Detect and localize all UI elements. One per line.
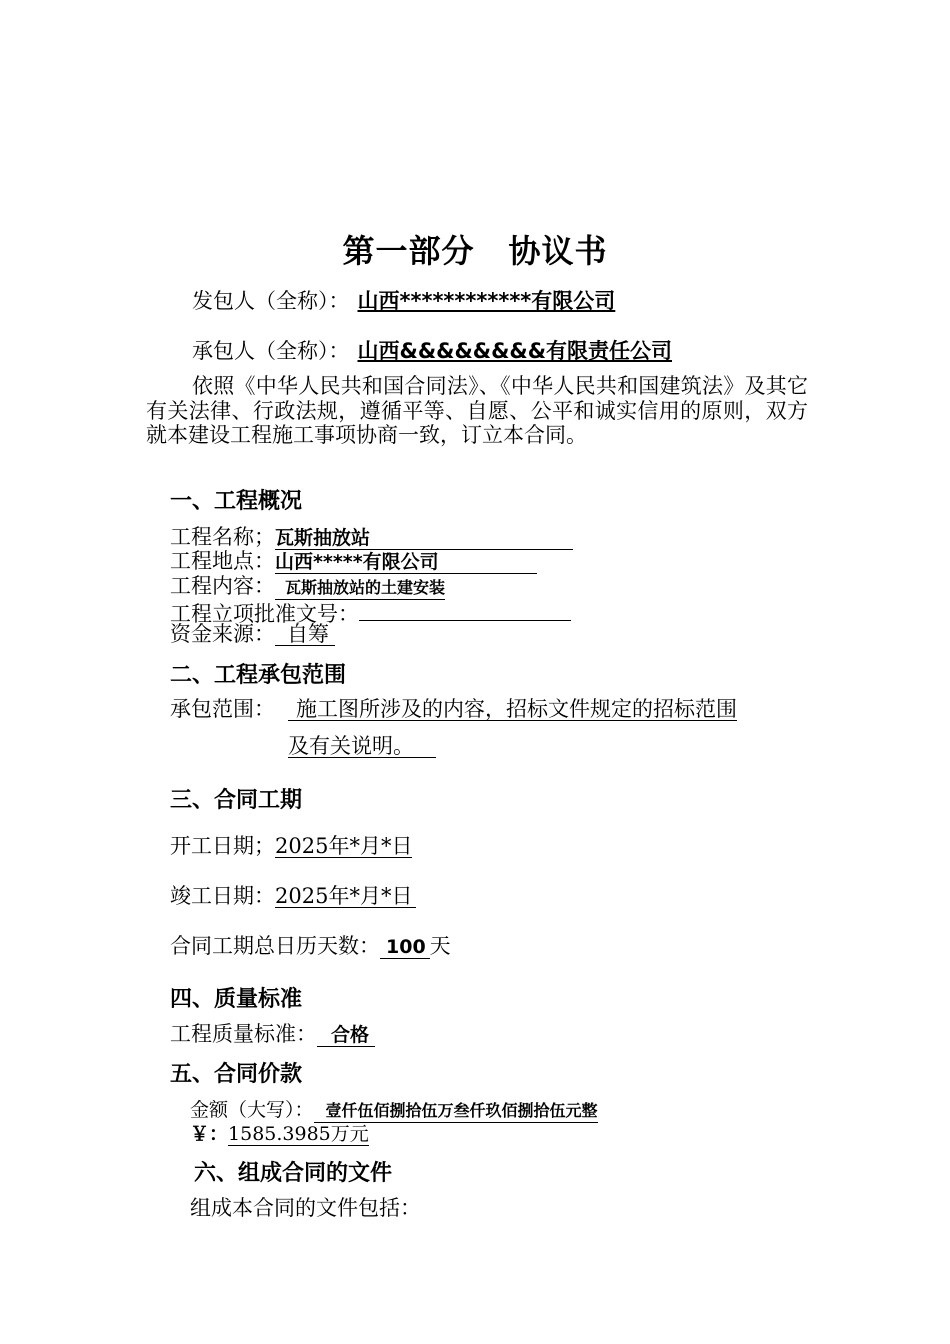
quality-value: 合格	[317, 1024, 375, 1047]
employer-label: 发包人（全称）：	[192, 289, 350, 313]
employer-value: 山西************有限公司	[357, 289, 616, 313]
project-content-row	[170, 574, 445, 600]
yuan-row	[190, 1122, 369, 1146]
total-days-row	[170, 934, 451, 959]
yuan-value: 1585.3985万元	[228, 1123, 369, 1145]
project-content-label: 工程内容：	[170, 574, 275, 598]
total-days-value: 100	[380, 936, 430, 959]
start-date-row	[170, 834, 412, 858]
approval-label: 工程立项批准文号：	[170, 602, 359, 626]
start-date-label: 开工日期；	[170, 834, 275, 858]
section5-heading: 五、合同价款	[170, 1062, 303, 1087]
approval-value	[359, 598, 571, 621]
start-date-value: 2025年*月*日	[275, 834, 413, 858]
project-name-label: 工程名称；	[170, 525, 275, 549]
scope-line-1	[288, 697, 737, 721]
project-name-value: 瓦斯抽放站	[275, 527, 573, 550]
section2-heading: 二、工程承包范围	[170, 663, 347, 688]
scope-line-2	[288, 734, 436, 758]
scope-line-1-text: 施工图所涉及的内容，招标文件规定的招标范围	[288, 698, 737, 721]
funding-label: 资金来源：	[170, 622, 275, 646]
project-name-row	[170, 525, 573, 550]
intro-paragraph	[146, 374, 808, 448]
total-days-unit: 天	[429, 934, 451, 958]
project-content-value: 瓦斯抽放站的土建安装	[275, 577, 445, 600]
title-part: 第一部分	[342, 232, 475, 270]
page-title	[0, 226, 950, 272]
section6-heading: 六、组成合同的文件	[194, 1161, 393, 1186]
contractor-label: 承包人（全称）：	[192, 339, 350, 363]
amount-label: 金额（大写）：	[190, 1099, 314, 1121]
funding-row	[170, 622, 335, 646]
section4-heading: 四、质量标准	[170, 987, 303, 1012]
quality-row	[170, 1022, 375, 1047]
intro-text: 依照《中华人民共和国合同法》、《中华人民共和国建筑法》及其它有关法律、行政法规，遵循平等、自愿、公平和诚实信用的原则，双方就本建设工程施工事项协商一致，订立本合同。	[146, 374, 808, 447]
project-location-label: 工程地点：	[170, 549, 275, 573]
funding-value: 自筹	[275, 623, 335, 646]
total-days-label: 合同工期总日历天数：	[170, 934, 380, 958]
scope-label: 承包范围：	[170, 697, 275, 721]
scope-line-2-text: 及有关说明。	[288, 735, 436, 758]
title-name: 协议书	[508, 232, 608, 270]
yuan-label: ￥：	[190, 1123, 229, 1145]
section1-heading: 一、工程概况	[170, 489, 303, 514]
project-location-value: 山西*****有限公司	[275, 551, 537, 574]
end-date-row	[170, 884, 416, 908]
quality-label: 工程质量标准：	[170, 1022, 317, 1046]
end-date-value: 2025年*月*日	[275, 885, 416, 908]
docs-intro: 组成本合同的文件包括：	[190, 1196, 421, 1220]
amount-value: 壹仟伍佰捌拾伍万叁仟玖佰捌拾伍元整	[314, 1100, 598, 1123]
section3-heading: 三、合同工期	[170, 788, 303, 813]
contractor-value: 山西&&&&&&&&有限责任公司	[357, 339, 673, 363]
employer-line	[192, 285, 673, 315]
contractor-line	[192, 335, 672, 365]
amount-row	[190, 1098, 598, 1123]
project-location-row	[170, 549, 537, 574]
end-date-label: 竣工日期：	[170, 884, 275, 908]
